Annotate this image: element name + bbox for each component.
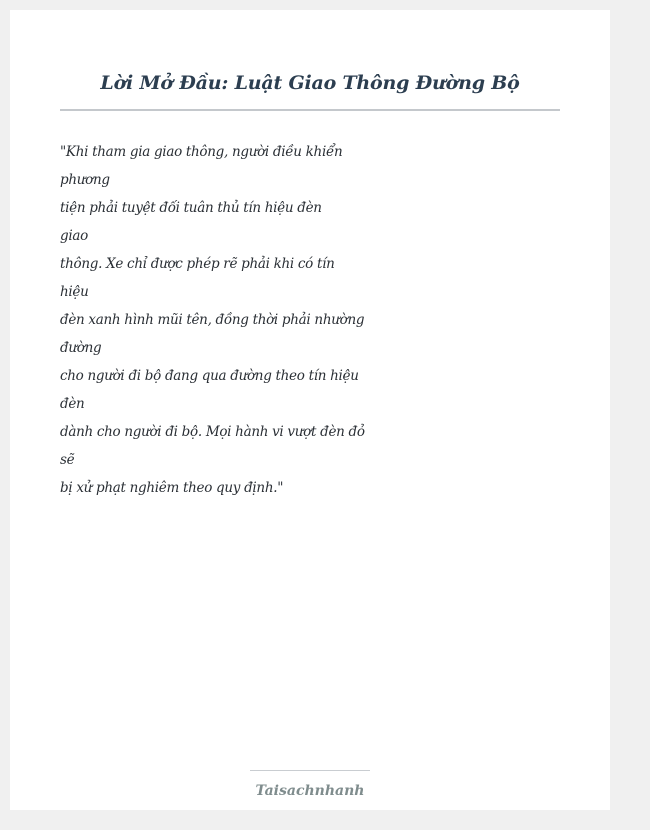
body-line: tiện phải tuyệt đối tuân thủ tín hiệu đèn bbox=[60, 200, 322, 216]
body-line: sẽ bbox=[60, 452, 75, 468]
body-line: giao bbox=[60, 228, 88, 244]
body-line: "Khi tham gia giao thông, người điều khiển bbox=[60, 144, 343, 160]
body-text bbox=[60, 138, 365, 502]
body-line: đèn bbox=[60, 396, 85, 412]
document-page bbox=[10, 10, 610, 810]
body-line: bị xử phạt nghiêm theo quy định." bbox=[60, 480, 284, 496]
body-line: hiệu bbox=[60, 284, 89, 300]
footer-divider bbox=[250, 770, 370, 771]
body-line: cho người đi bộ đang qua đường theo tín hiệu bbox=[60, 368, 359, 384]
footer-brand: Taisachnhanh bbox=[255, 783, 365, 799]
title-divider bbox=[60, 109, 560, 111]
body-line: đèn xanh hình mũi tên, đồng thời phải nhường bbox=[60, 312, 365, 328]
body-line: dành cho người đi bộ. Mọi hành vi vượt đèn đỏ bbox=[60, 424, 365, 440]
body-line: phương bbox=[60, 172, 110, 188]
body-line: thông. Xe chỉ được phép rẽ phải khi có tín bbox=[60, 256, 335, 272]
page-title: Lời Mở Đầu: Luật Giao Thông Đường Bộ bbox=[100, 72, 520, 94]
body-line: đường bbox=[60, 340, 102, 356]
